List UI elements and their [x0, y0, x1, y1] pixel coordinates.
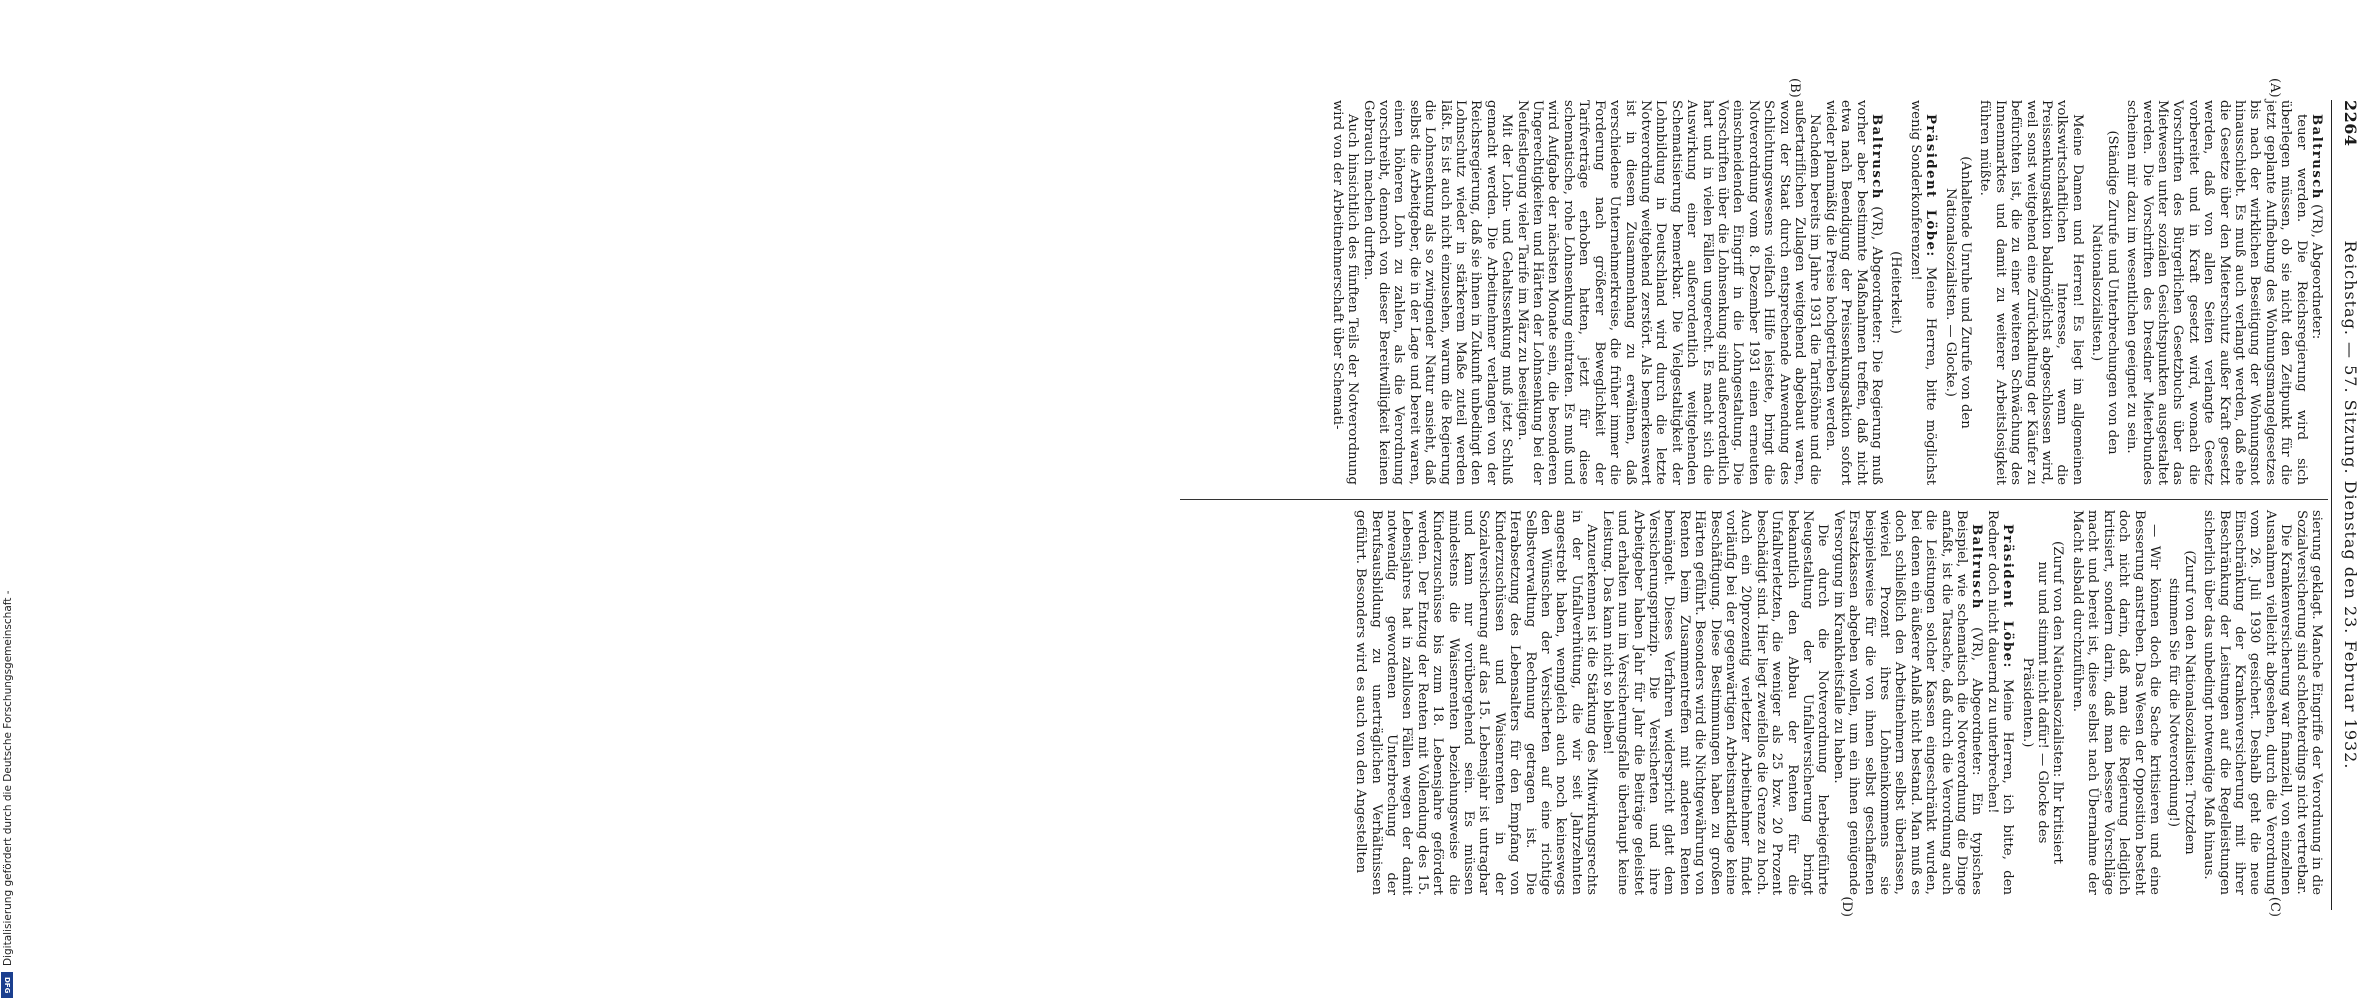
speaker-name: Präsident Löbe: — [1923, 114, 1939, 258]
paragraph-text: (VR), Abgeordneter: — [2309, 199, 2324, 340]
column-divider — [1180, 499, 2328, 500]
interjection — [2019, 528, 2065, 877]
paragraph-text: — Wir können doch die Sache kritisieren und eine Besserung anstreben. Das Wesen der Opposition besteht doch nicht darin, daß man die Regierung lediglich kritisiert, sondern darin, daß man bessere Vorschläge macht und bereit ist, diese selbst nach Übernahme der Macht alsbald durchzuführen. — [2069, 510, 2162, 895]
paragraph-text: Anzuerkennen ist die Stärkung des Mitwirkungsrechts in der Unfallverhütung, die wir seit Jahrzehnten angestrebt haben, wenngleich auch noch keineswegs den Wünschen der Versicherten auf eine richtige Selbstverwaltung Rechnung getragen ist. Die Herabsetzung des Lebensalters für den Empfang von Kinderzuschüssen und Waisenrenten in der Sozialversicherung auf das 15. Lebensjahr ist untragbar und kann nur vorübergehend sein. Es müssen mindestens die Waisenrenten beziehungsweise die Kinderzuschüsse bis zum 18. Lebensjahre gefördert werden. Der Entzug der Renten mit Vollendung des 15. Lebensjahres hat in zahllosen Fällen wegen der damit notwendig gewordenen Unterbrechung der Berufsausbildung zu unerträglichen Verhältnissen geführt. Besonders wird es auch von den Angestellten — [1353, 510, 1600, 895]
speech-paragraph — [1984, 510, 2015, 895]
paragraph-text: (Ständige Zurufe und Unterbrechungen von den Nationalsozialisten.) — [2089, 130, 2120, 455]
paragraph-text: (VR), Abgeordneter: Ein typisches Beispiel, wie schematisch die Notverordnung die Dinge anfaßt, ist die Tatsache, daß durch die Verordnung auch die Leistungen solcher Kassen eingeschränkt wurden, bei denen ein äußerer Anlaß nicht bestand. Man muß es doch schließlich den Arbeitnehmern selbst überlassen, wieviel Prozent ihres Lohneinkommens sie beispielsweise für die von ihnen selbst geschaffenen Ersatzkassen abgeben wollen, um ein ihnen genügende Versorgung im Krankheitsfalle zu haben. — [1830, 510, 1985, 895]
margin-marker-a: (A) — [2267, 78, 2282, 98]
scanned-page — [1180, 78, 2360, 917]
dfg-logo: DFG — [1, 972, 13, 998]
paragraph — [2293, 510, 2324, 895]
page-number: 2264 — [2341, 100, 2360, 147]
digitization-credit — [0, 0, 14, 1000]
paragraph-text: Auch hinsichtlich des fünften Teils der Notverordnung wird von der Arbeitnehmerschaft über Schemati- — [1329, 100, 1361, 485]
paragraph-text: (VR), Abgeordneter: Die Regierung muß vorher aber bestimmte Maßnahmen treffen, daß nicht etwa nach Beendigung der Preissenkungsaktion sofort wieder planmäßig die Preise hochgetrieben werden. — [1822, 100, 1885, 485]
interjection — [2089, 118, 2120, 467]
paragraph-text: Meine Damen und Herren! Es liegt im allgemeinen volkswirtschaftlichen Interesse, wenn die Preissenkungsaktion baldmöglichst abgeschlossen wird, weil sonst weitgehend eine Zurückhaltung der Käufer zu befürchten ist, die zu einer weiteren Schwächung des Innenmarktes und damit zu weiterer Arbeitslosigkeit führen müßte. — [1977, 100, 2085, 485]
paragraph — [1599, 510, 1830, 895]
margin-marker-b: (B) — [1787, 78, 1802, 98]
paragraph — [1329, 100, 1360, 485]
header-rule — [2331, 100, 2332, 910]
running-head: Reichstag. — 57. Sitzung. Dienstag den 23. Februar 1932. — [2341, 240, 2360, 770]
left-column — [1180, 78, 2324, 486]
speaker-name: Präsident Löbe: — [2000, 524, 2016, 669]
paragraph-text: Meine Herren, bitte möglichst wenig Sonderkonferenzen! — [1907, 100, 1939, 486]
speech-paragraph — [1907, 100, 1938, 485]
paragraph-text: Mit der Lohn- und Gehaltssenkung muß jetzt Schluß gemacht werden. Die Arbeitnehmer verlangen von der Reichsregierung, daß sie ihnen in Zukunft unbedingt den Lohnschutz wieder in stärkerem Maße zuteil werden läßt. Es ist auch nicht einzusehen, warum die Regierung die Lohnsenkung als so zwingender Natur ansieht, daß selbst die Arbeitgeber, die in der Lage und bereit waren, einen höheren Lohn zu zahlen, als die Verordnung vorschreibt, dennoch von dieser Bereitwilligkeit keinen Gebrauch machen durften. — [1360, 100, 1515, 485]
margin-marker-d: (D) — [1839, 896, 1854, 917]
interjection — [1942, 118, 1973, 467]
paragraph-text: (Anhaltende Unruhe und Zurufe von den Nationalsozialisten. — Glocke.) — [1942, 156, 1974, 429]
speaker-name: Baltrusch — [2309, 114, 2324, 200]
interjection — [2166, 528, 2197, 877]
right-column — [1180, 510, 2324, 917]
paragraph-text: Nachdem bereits im Jahre 1931 die Tarifsöhne und die außertariflichen Zulagen weitgehend abgebaut waren, wozu der Staat durch entsprechende Anwendung des Schlichtungswesens vielfach Hilfe leistete, bringt die Notverordnung vom 8. Dezember 1931 einen erneuten einschneidenden Eingriff in die Lohngestaltung. Die Vorschriften über die Lohnsenkung sind außerordentlich hart und in vielen Fällen ungerecht. Es macht sich die Auswirkung einer außerordentlich weitgehenden Schematisierung bemerkbar. Die Vielgestaltigkeit der Lohnbildung in Deutschland wird durch die letzte Notverordnung weitgehend zerstört. Als bemerkenswert ist in diesem Zusammenhang zu erwähnen, daß verschiedene Unternehmerkreise, die früher immer die Forderung nach größerer Beweglichkeit der Tarifverträge erhoben hatten, jetzt für diese schematische, rohe Lohnsenkung eintraten. Es muß und wird Aufgabe der nächsten Monate sein, die besonderen Ungerechtigkeiten und Härten der Lohnsenkung bei der Neufestlegung vieler Tarife im März zu beseitigen. — [1514, 100, 1823, 485]
paragraph-text: teuer werden. Die Reichsregierung wird sich überlegen müssen, ob sie nicht den Zeitpunkt für die jetzt geplante Aufhebung des Wohnungsmangelgesetzes bis nach der wirklichen Beseitigung der Wohnungsnot hinausschiebt. Es muß auch verlangt werden, daß ehe die Gesetze über den Mieterschutz außer Kraft gesetzt werden, daß von allen Seiten verlangte Gesetz vorbereitet und in Kraft gesetzt wird, wonach die Vorschriften des Bürgerlichen Gesetzbuchs über das Mietwesen unter sozialen Gesichtspunkten ausgestaltet werden. Die Vorschriften des Dresdner Mieterbundes scheinen mir dazu im wesentlichen geeignet zu sein. — [2124, 100, 2309, 485]
credit-text: Digitalisierung gefördert durch die Deutsche Forschungsgemeinschaft - — [2, 590, 14, 966]
paragraph-text: (Heiterkeit.) — [1888, 251, 1904, 334]
speech-paragraph — [1822, 100, 1884, 485]
paragraph — [2124, 100, 2309, 485]
speech-paragraph — [1830, 510, 1984, 895]
speaker-name: Baltrusch — [1969, 524, 1985, 610]
speech-paragraph — [2309, 100, 2324, 485]
paragraph — [1514, 100, 1822, 485]
speaker-name: Baltrusch — [1869, 114, 1885, 200]
paragraph-text: Meine Herren, ich bitte, den Redner doch nicht dauernd zu unterbrechen! — [1984, 510, 2016, 895]
paragraph-text: (Zuruf von den Nationalsozialisten: Ihr kritisiert nur und stimmt nicht dafür! — Glocke des Präsidenten.) — [2019, 541, 2066, 864]
paragraph — [1360, 100, 1514, 485]
paragraph — [1353, 510, 1600, 895]
page-header — [2334, 100, 2360, 910]
margin-marker-c: (C) — [2267, 896, 2282, 917]
paragraph-text: Die Krankenversicherung war finanziell, von einzelnen Ausnahmen vielleicht abgesehen, durch die Verordnung vom 26. Juli 1930 gesichert. Deshalb geht die neue Einschränkung der Krankenversicherung mit ihrer Beschränkung der Leistungen auf die Regelleistungen sicherlich über das unbedingt notwendige Maß hinaus. — [2201, 510, 2294, 895]
right-column-body — [1353, 510, 2324, 895]
paragraph — [2201, 510, 2293, 895]
paragraph — [1977, 100, 2085, 485]
left-column-body — [1329, 100, 2324, 485]
paragraph — [2070, 510, 2162, 895]
paragraph-text: sierung geklagt. Manche Eingriffe der Verordnung in die Sozialversicherung sind schlechterdings nicht vertretbar. — [2293, 510, 2324, 895]
interjection — [1888, 118, 1903, 467]
paragraph-text: Die durch die Notverordnung herbeigeführte Neugestaltung der Unfallversicherung bringt bekanntlich den Abbau der Renten für die Unfallverletzten, die weniger als 25 bzw. 20 Prozent beschädigt sind. Hier liegt zweifellos die Grenze zu hoch. Auch ein 20prozentig verletzter Arbeitnehmer findet vorläufig bei der gegenwärtigen Arbeitsmarktlage keine Beschäftigung. Diese Bestimmungen haben zu großen Härten geführt. Besonders wird die Nichtgewährung von Renten beim Zusammentreffen mit anderen Renten bemängelt. Dieses Verfahren widerspricht glatt dem Versicherungsprinzip. Die Versicherten und ihre Arbeitgeber haben Jahr für Jahr die Beiträge geleistet und erhalten nun im Versicherungsfalle überhaupt keine Leistung. Das kann nicht so bleiben! — [1599, 510, 1831, 895]
paragraph-text: (Zuruf von den Nationalsozialisten: Trotzdem stimmen Sie für die Notverordnung!) — [2166, 550, 2197, 855]
